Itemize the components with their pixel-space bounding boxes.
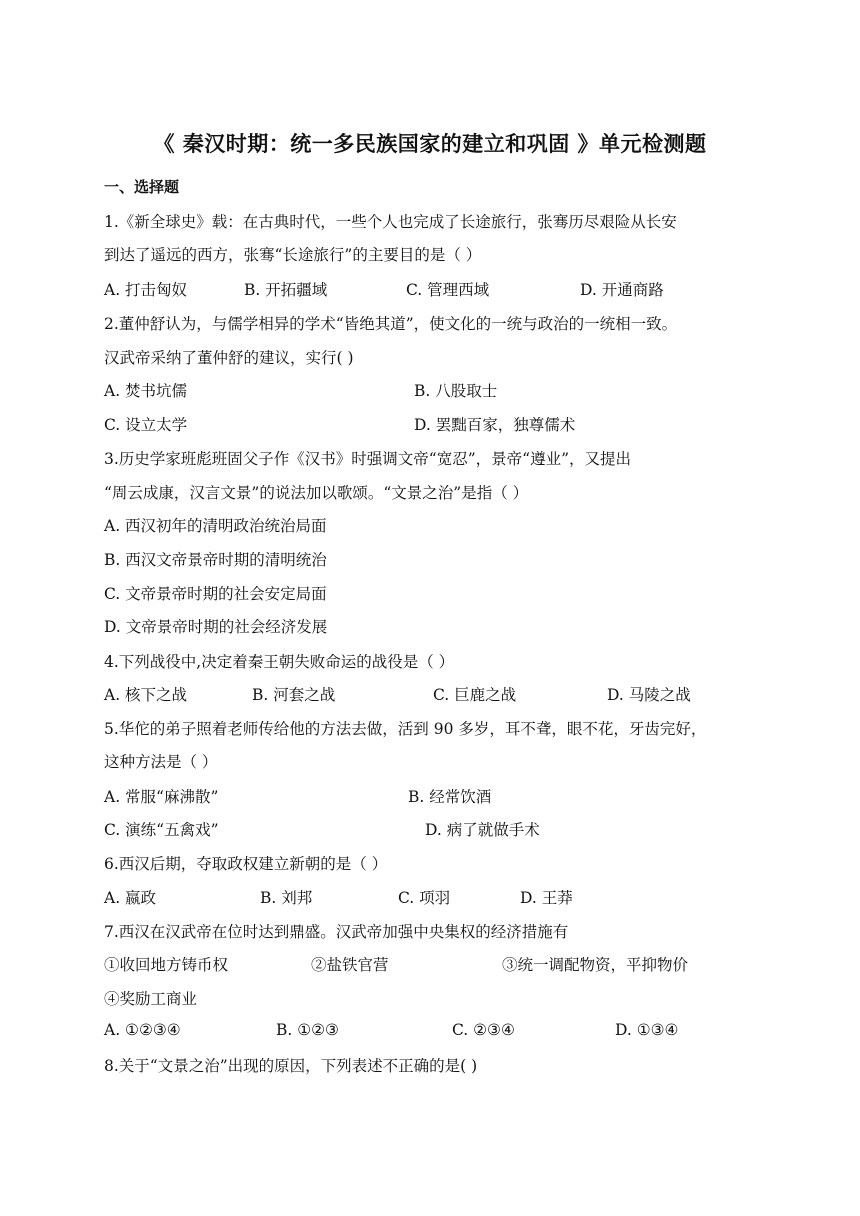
question-6-option-a: A. 嬴政 [104,889,157,907]
question-2-line-1: 2.董仲舒认为，与儒学相异的学术“皆绝其道”，使文化的一统与政治的一统相一致。 [104,315,678,333]
question-1-line-1: 1.《新全球史》载：在古典时代，一些个人也完成了长途旅行，张骞历尽艰险从长安 [104,213,677,231]
question-7-option-a: A. ①②③④ [104,1021,181,1039]
question-4-option-a: A. 核下之战 [104,686,188,704]
question-2-option-b: B. 八股取士 [414,382,498,400]
question-5-option-b: B. 经常饮酒 [408,788,492,806]
question-3-option-c: C. 文帝景帝时期的社会安定局面 [104,585,327,603]
question-3-option-d: D. 文帝景帝时期的社会经济发展 [104,618,328,636]
question-8-line-1: 8.关于“文景之治”出现的原因，下列表述不正确的是( ) [104,1057,478,1075]
question-5-option-a: A. 常服“麻沸散” [104,788,219,806]
question-5-line-1: 5.华佗的弟子照着老师传给他的方法去做，活到 90 多岁，耳不聋，眼不花，牙齿完好， [104,720,707,738]
question-3-option-b: B. 西汉文帝景帝时期的清明统治 [104,551,327,569]
question-5-line-2: 这种方法是（ ） [104,753,218,771]
question-3-line-1: 3.历史学家班彪班固父子作《汉书》时强调文帝“宽忍”，景帝“遵业”，又提出 [104,450,631,468]
question-7-item-3: ③统一调配物资，平抑物价 [502,956,689,974]
question-6-option-c: C. 项羽 [398,889,451,907]
question-1-option-b: B. 开拓疆域 [244,281,328,299]
question-2-option-a: A. 焚书坑儒 [104,382,188,400]
question-3-line-2: “周云成康，汉言文景”的说法加以歌颂。“文景之治”是指（ ） [104,484,529,502]
question-5-option-d: D. 病了就做手术 [425,821,540,839]
question-3-option-a: A. 西汉初年的清明政治统治局面 [104,517,327,535]
question-5-option-c: C. 演练“五禽戏” [104,821,219,839]
question-1-line-2: 到达了遥远的西方，张骞“长途旅行”的主要目的是（ ） [104,246,482,264]
question-7-item-4: ④奖励工商业 [104,990,198,1008]
question-4-option-b: B. 河套之战 [252,686,336,704]
question-4-option-c: C. 巨鹿之战 [433,686,517,704]
question-6-option-d: D. 王莽 [520,889,573,907]
page-title: 《 秦汉时期：统一多民族国家的建立和巩固 》单元检测题 [153,132,707,156]
question-2-line-2: 汉武帝采纳了董仲舒的建议，实行( ) [104,349,354,367]
question-1-option-a: A. 打击匈奴 [104,281,188,299]
question-7-option-c: C. ②③④ [452,1021,515,1039]
question-1-option-c: C. 管理西域 [406,281,490,299]
question-7-item-1: ①收回地方铸币权 [104,956,229,974]
question-7-line-1: 7.西汉在汉武帝在位时达到鼎盛。汉武帝加强中央集权的经济措施有 [104,923,569,941]
question-6-line-1: 6.西汉后期，夺取政权建立新朝的是（ ） [104,855,388,873]
question-2-option-c: C. 设立太学 [104,416,188,434]
question-1-option-d: D. 开通商路 [580,281,664,299]
question-7-item-2: ②盐铁官营 [311,956,389,974]
question-6-option-b: B. 刘邦 [260,889,313,907]
question-7-option-b: B. ①②③ [276,1021,339,1039]
question-7-option-d: D. ①③④ [615,1021,679,1039]
question-4-line-1: 4.下列战役中,决定着秦王朝失败命运的战役是（ ） [104,653,455,671]
question-4-option-d: D. 马陵之战 [607,686,691,704]
section-heading: 一、选择题 [104,178,180,196]
question-2-option-d: D. 罢黜百家，独尊儒术 [414,416,576,434]
